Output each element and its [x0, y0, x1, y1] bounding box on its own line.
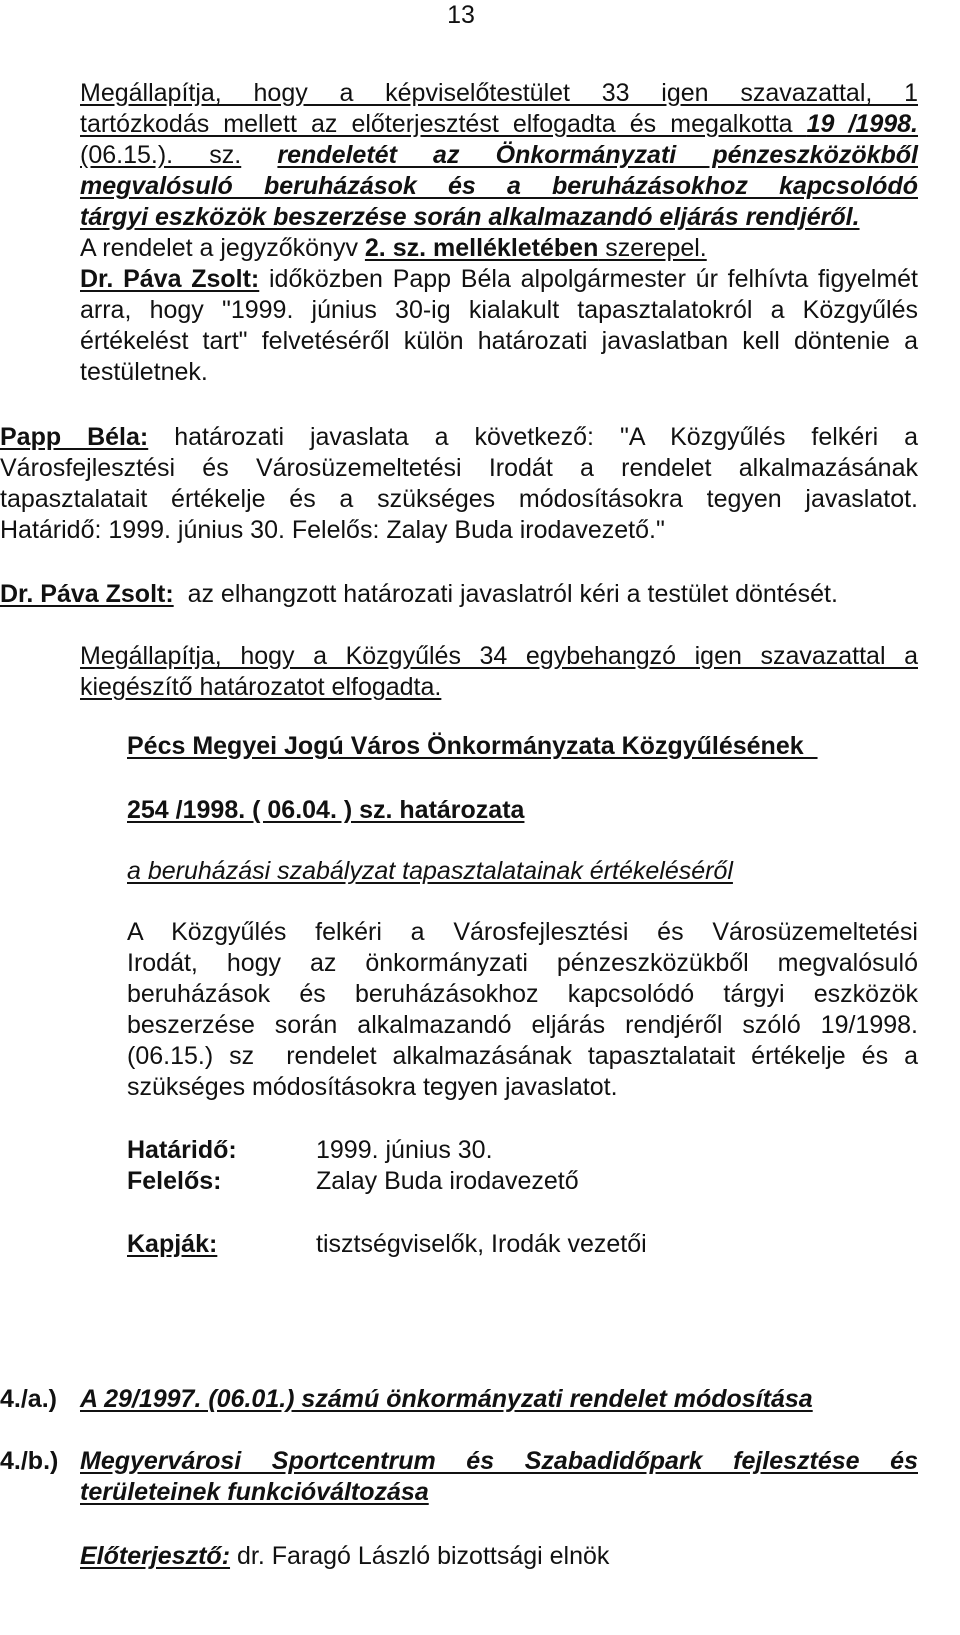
resolution-subject: a beruházási szabályzat tapasztalatainak értékeléséről: [127, 857, 733, 885]
speaker-name: Papp Béla:: [0, 423, 149, 451]
resolution-header: Pécs Megyei Jogú Város Önkormányzata Közgyűlésének: [127, 732, 818, 760]
agenda-title: Megyervárosi Sportcentrum és Szabadidőpark fejlesztése és: [80, 1447, 918, 1475]
page-number: 13: [447, 1, 475, 29]
text-line: tapasztalatait értékelje és a szükséges módosításokra tegyen javaslatot.: [0, 485, 918, 513]
speaker-name: Dr. Páva Zsolt:: [0, 580, 174, 608]
text-line: Városfejlesztési és Városüzemeltetési Irodát a rendelet alkalmazásának: [0, 454, 918, 482]
resolution-body-line: Irodát, hogy az önkormányzati pénzeszközükből megvalósuló: [127, 949, 918, 977]
resolution-body-line: (06.15.) sz rendelet alkalmazásának tapasztalatait értékelje és a: [127, 1042, 918, 1070]
presenter-label: Előterjesztő:: [80, 1542, 231, 1570]
agenda-title: területeinek funkcióváltozása: [80, 1478, 429, 1506]
deadline-value: 1999. június 30.: [316, 1136, 493, 1164]
text-line: Papp Béla: határozati javaslata a következő: "A Közgyűlés felkéri a: [0, 423, 918, 451]
responsible-label: Felelős:: [127, 1167, 222, 1195]
text-line: Megállapítja, hogy a képviselőtestület 33 igen szavazattal, 1: [80, 79, 918, 107]
text-line: Dr. Páva Zsolt: időközben Papp Béla alpolgármester úr felhívta figyelmét: [80, 265, 919, 293]
text-line: arra, hogy "1999. június 30-ig kialakult tapasztalatokról a Közgyűlés: [80, 296, 918, 324]
text-line: Megállapítja, hogy a Közgyűlés 34 egybehangzó igen szavazattal a: [80, 642, 918, 670]
text-line: tárgyi eszközök beszerzése során alkalmazandó eljárás rendjéről.: [80, 203, 860, 231]
text-line: testületnek.: [80, 358, 208, 386]
text-line: (06.15.). sz. rendeletét az Önkormányzati pénzeszközökből: [80, 141, 918, 169]
text-line: Határidő: 1999. június 30. Felelős: Zalay Buda irodavezető.": [0, 516, 665, 544]
resolution-number: 254 /1998. ( 06.04. ) sz. határozata: [127, 796, 525, 824]
resolution-body-line: A Közgyűlés felkéri a Városfejlesztési és Városüzemeltetési: [127, 918, 918, 946]
deadline-label: Határidő:: [127, 1136, 237, 1164]
text-line: tartózkodás mellett az előterjesztést elfogadta és megalkotta 19 /1998.: [80, 110, 918, 138]
text-line: kiegészítő határozatot elfogadta.: [80, 673, 442, 701]
agenda-number: 4./a.): [0, 1385, 57, 1413]
text-line: megvalósuló beruházások és a beruházásokhoz kapcsolódó: [80, 172, 918, 200]
recipients-value: tisztségviselők, Irodák vezetői: [316, 1230, 647, 1258]
paragraph-speaker-pava-2: Dr. Páva Zsolt: az elhangzott határozati javaslatról kéri a testület döntését.: [0, 580, 838, 608]
resolution-body-line: szükséges módosításokra tegyen javaslatot.: [127, 1073, 618, 1101]
recipients-label: Kapják:: [127, 1230, 218, 1258]
responsible-value: Zalay Buda irodavezető: [316, 1167, 579, 1195]
agenda-number: 4./b.): [0, 1447, 59, 1475]
text-line: értékelést tart" felvetéséről külön határozati javaslatban kell döntenie a: [80, 327, 918, 355]
text-line: A rendelet a jegyzőkönyv 2. sz. mellékletében szerepel.: [80, 234, 707, 262]
resolution-body-line: beszerzése során alkalmazandó eljárás rendjéről szóló 19/1998.: [127, 1011, 918, 1039]
presenter-value: dr. Faragó László bizottsági elnök: [230, 1542, 610, 1570]
resolution-body-line: beruházások és beruházásokhoz kapcsolódó tárgyi eszközök: [127, 980, 918, 1008]
presenter-line: [80, 1541, 609, 1571]
speaker-name: Dr. Páva Zsolt:: [80, 265, 260, 293]
agenda-title: A 29/1997. (06.01.) számú önkormányzati rendelet módosítása: [80, 1385, 813, 1413]
